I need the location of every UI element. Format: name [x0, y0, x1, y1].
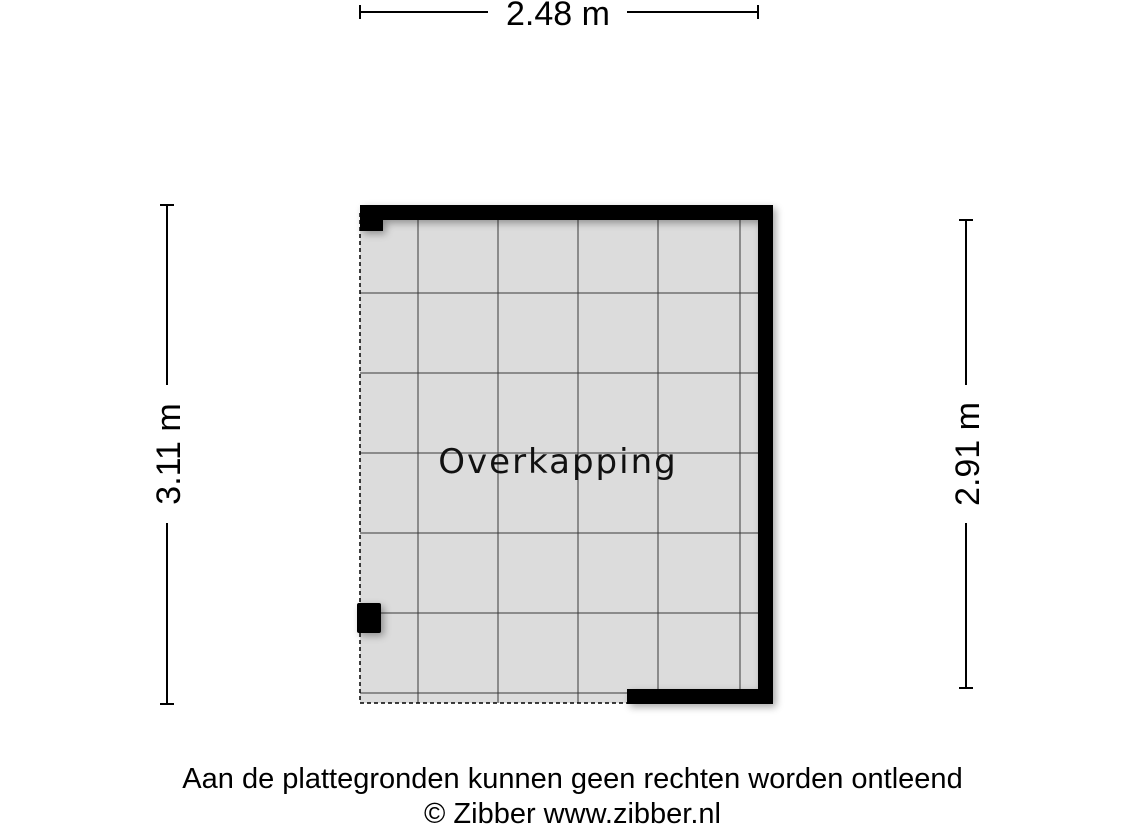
copyright-text: © Zibber www.zibber.nl: [424, 798, 721, 830]
left-dimension-label: 3.11 m: [150, 403, 188, 505]
top-dimension: [360, 0, 758, 33]
right-dimension: [949, 220, 987, 688]
right-dimension-label: 2.91 m: [949, 402, 987, 506]
room-label: Overkapping: [438, 442, 678, 482]
left-dimension: [150, 205, 188, 704]
support-post: [357, 603, 381, 633]
top-dimension-label: 2.48 m: [506, 0, 610, 33]
disclaimer-text: Aan de plattegronden kunnen geen rechten worden ontleend: [182, 763, 963, 795]
